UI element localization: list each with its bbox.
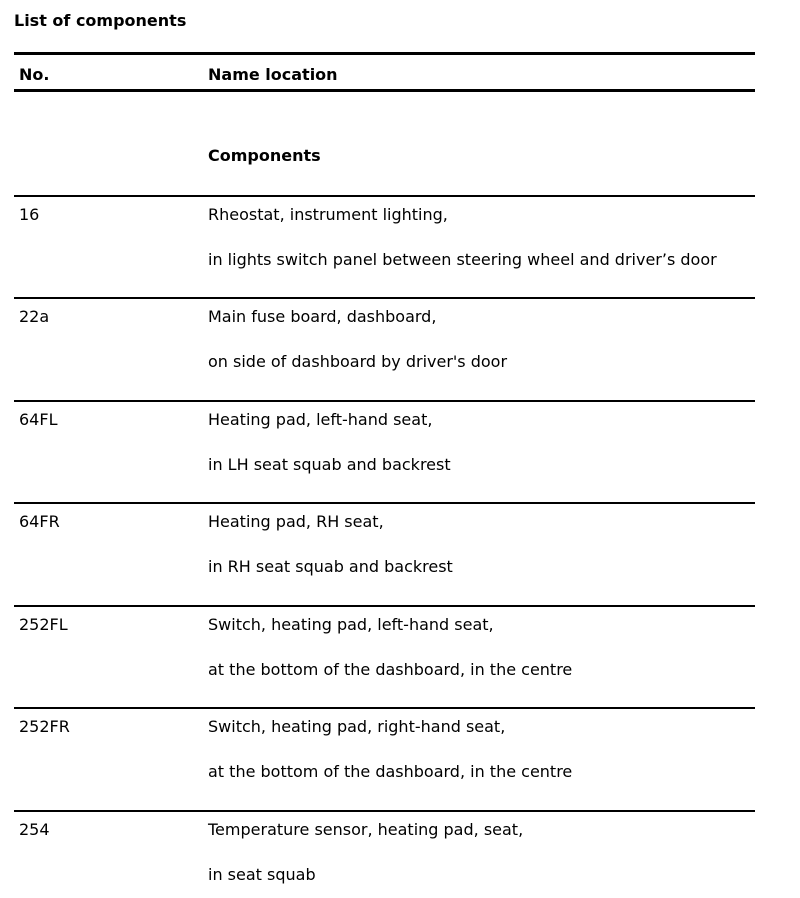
table-row [14,707,755,811]
component-number: 254 [19,820,50,839]
component-number: 252FL [19,615,68,634]
component-location: at the bottom of the dashboard, in the centre [208,660,573,679]
component-name: Rheostat, instrument lighting, [208,205,448,224]
component-location: in seat squab [208,865,316,884]
component-name: Switch, heating pad, left-hand seat, [208,615,494,634]
component-location: in RH seat squab and backrest [208,557,453,576]
component-name: Temperature sensor, heating pad, seat, [208,820,524,839]
component-location: in LH seat squab and backrest [208,455,451,474]
table-row [14,195,755,299]
table-row [14,810,755,898]
component-name: Heating pad, left-hand seat, [208,410,433,429]
table-row [14,502,755,606]
column-header-name-location: Name location [208,65,338,84]
component-number: 64FR [19,512,60,531]
component-number: 16 [19,205,40,224]
section-heading: Components [208,146,321,165]
component-name: Main fuse board, dashboard, [208,307,437,326]
component-number: 252FR [19,717,70,736]
table-header [14,52,755,92]
component-number: 64FL [19,410,58,429]
table-row [14,297,755,401]
page-title: List of components [14,11,187,30]
column-header-no: No. [19,65,50,84]
component-location: at the bottom of the dashboard, in the centre [208,762,573,781]
table-row [14,400,755,504]
component-number: 22a [19,307,50,326]
component-location: on side of dashboard by driver's door [208,352,508,371]
component-location: in lights switch panel between steering wheel and driver’s door [208,250,717,269]
component-name: Heating pad, RH seat, [208,512,384,531]
table-row [14,605,755,709]
component-name: Switch, heating pad, right-hand seat, [208,717,506,736]
